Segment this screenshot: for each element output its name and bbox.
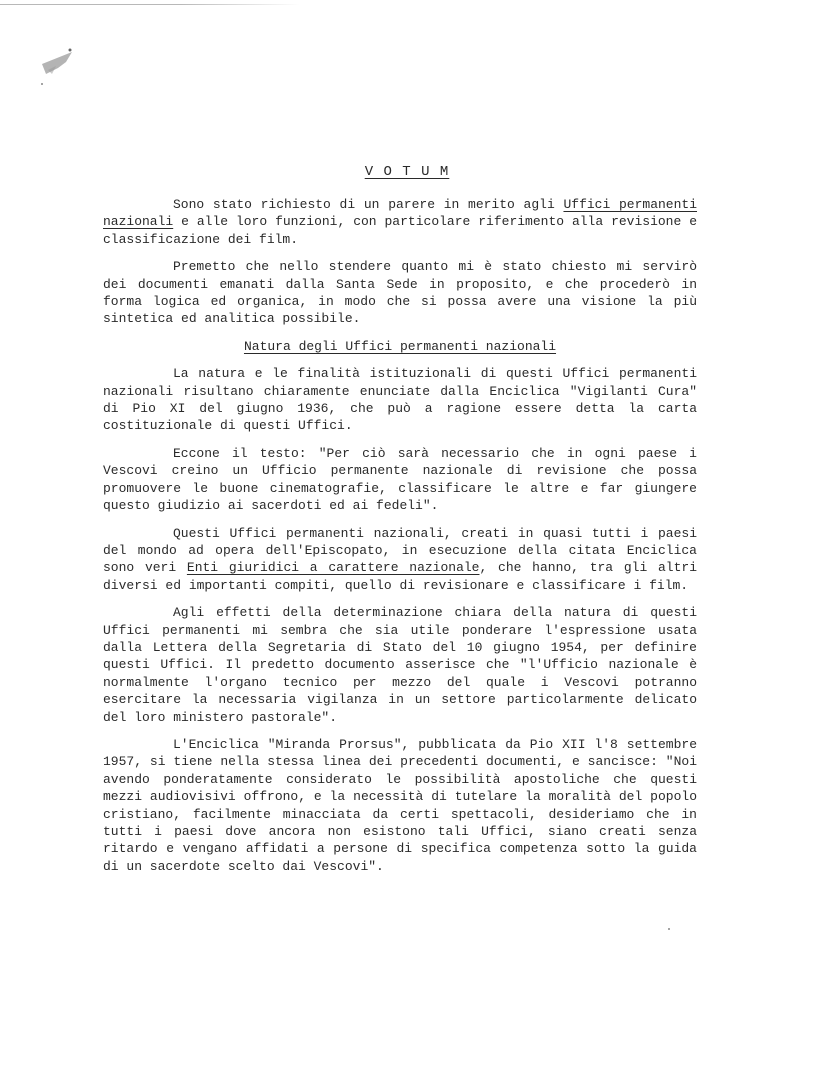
scan-speck — [668, 928, 670, 930]
paragraph-quoted-text: Eccone il testo: "Per ciò sarà necessario che in ogni paese i Vescovi creino un Ufficio permanente nazionale di revisione che possa promuovere le buone cinematografie, classificare le altre e far giungere questo giudizio ai sacerdoti ed ai fedeli". — [103, 445, 697, 514]
paragraph-vigilanti-cura: La natura e le finalità istituzionali di questi Uffici permanenti nazionali risultano chiaramente enunciate dalla Enciclica "Vigilanti Cura" di Pio XI del giugno 1936, che può a ragione essere detta la carta costituzionale di questi Uffici. — [103, 366, 697, 434]
paragraph-enti-giuridici: Questi Uffici permanenti nazionali, creati in quasi tutti i paesi del mondo ad opera dell'Episcopato, in esecuzione della citata Enciclica sono veri Enti giuridici a carattere nazionale, che hanno, tra gli altri diversi ed importanti compiti, quello di revisionare e classificare i film. — [103, 525, 697, 593]
paragraph-premise: Premetto che nello stendere quanto mi è stato chiesto mi servirò dei documenti emanati dalla Santa Sede in proposito, e che procederò in forma logica ed organica, in modo che si possa avere una visione la più sintetica ed analitica possibile. — [103, 259, 697, 327]
scan-edge-line — [0, 4, 300, 5]
section-heading: Natura degli Uffici permanenti nazionali — [243, 338, 557, 354]
paragraph-lettera-1954: Agli effetti della determinazione chiara della natura di questi Uffici permanenti mi sembra che sia utile ponderare l'espressione usata dalla Lettera della Segretaria di Stato del 10 giugno 1954, per definire questi Uffici. Il predetto documento asserisce che "l'Ufficio nazionale è normalmente l'organo tecnico per mezzo del quale i Vescovi potranno esercitare la necessaria vigilanza in un settore particolarmente delicato del loro ministero pastorale". — [103, 605, 697, 725]
ink-smudge-mark — [32, 44, 82, 92]
underlined-phrase: Uffici permanenti nazionali — [103, 197, 698, 230]
paragraph-miranda-prorsus: L'Enciclica "Miranda Prorsus", pubblicata da Pio XII l'8 settembre 1957, si tiene nella stessa linea dei precedenti documenti, e sancisce: "Noi avendo ponderatamente considerato le possibilità apostoliche che questi mezzi audiovisivi offrono, e la necessità di tutelare la moralità del popolo cristiano, facilmente minacciata da certi spettacoli, desideriamo che in tutti i paesi dove ancora non esistono tali Uffici, siano creati senza ritardo e vengano affidati a persone di specifica competenza sotto la guida di un sacerdote scelto dai Vescovi". — [103, 736, 697, 874]
underlined-phrase: Enti giuridici a carattere nazionale — [186, 560, 480, 576]
paragraph-intro: Sono stato richiesto di un parere in merito agli Uffici permanenti nazionali e alle loro funzioni, con particolare riferimento alla revisione e classificazione dei film. — [103, 197, 698, 247]
document-title: V O T U M — [364, 164, 450, 180]
document-body — [103, 196, 697, 885]
